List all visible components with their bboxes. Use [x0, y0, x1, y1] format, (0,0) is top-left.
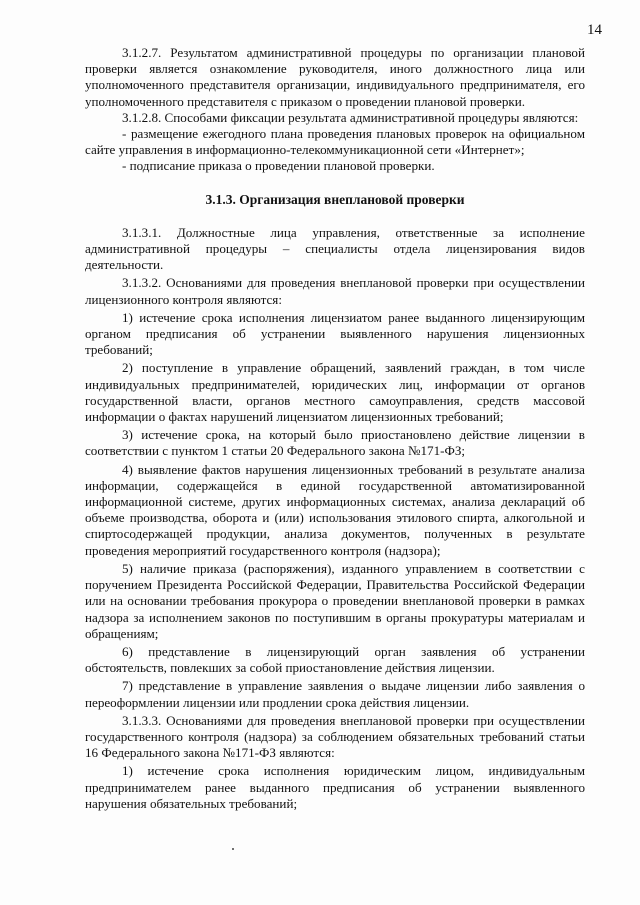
section-heading: 3.1.3. Организация внеплановой проверки — [205, 191, 465, 207]
list-item-1: 1) истечение срока исполнения лицензиатом ранее выданного лицензирующим органом предписания об устранении выявленного нарушения лицензионных требований; — [85, 309, 585, 358]
paragraph-3-1-2-7: 3.1.2.7. Результатом административной процедуры по организации плановой проверки является ознакомление руководителя, иного должностного лица или уполномоченного представителя организации, индивидуального предпринимателя, его уполномоченного представителя с приказом о проведении плановой проверки. — [85, 45, 585, 109]
list-item-5: 5) наличие приказа (распоряжения), изданного управлением в соответствии с поручением Президента Российской Федерации, Правительства Российской Федерации или на основании требования прокурора о проведении внеплановой проверки в рамках надзора за исполнением законов по поступившим в органы прокуратуры материалам и обращениям; — [85, 560, 585, 641]
paragraph-3-1-3-2: 3.1.3.2. Основаниями для проведения внеплановой проверки при осуществлении лицензионного контроля являются: — [85, 275, 585, 307]
list-item-plan-publication: - размещение ежегодного плана проведения плановых проверок на официальном сайте управления в информационно-телекоммуникационной сети «Интернет»; — [85, 126, 585, 158]
list-item-4: 4) выявление фактов нарушения лицензионных требований в результате анализа информации, содержащейся в единой государственной автоматизированной информационной системе, других информационных системах, анализа деклараций об объеме производства, оборота и (или) использования этилового спирта, алкогольной и спиртосодержащей продукции, анализа документов, полученных в результате проведения мероприятий государственного контроля (надзора); — [85, 461, 585, 558]
list-item-6: 6) представление в лицензирующий орган заявления об устранении обстоятельств, повлекших за собой приостановление действия лицензии. — [85, 643, 585, 676]
paragraph-3-1-3-1: 3.1.3.1. Должностные лица управления, ответственные за исполнение административной процедуры – специалисты отдела лицензирования видов деятельности. — [85, 224, 585, 273]
list-item-2: 2) поступление в управление обращений, заявлений граждан, в том числе индивидуальных предпринимателей, юридических лиц, информации от органов государственной власти, органов местного самоуправления, средств массовой информации о фактах нарушений лицензиатом лицензионных требований; — [85, 360, 585, 425]
paragraph-3-1-2-8: 3.1.2.8. Способами фиксации результата административной процедуры являются: — [122, 109, 579, 125]
list-item-order-signing: - подписание приказа о проведении плановой проверки. — [122, 158, 435, 174]
list-item-3: 3) истечение срока, на который было приостановлено действие лицензии в соответствии с пунктом 1 статьи 20 Федерального закона №171-ФЗ; — [85, 427, 585, 459]
page-number: 14 — [587, 22, 602, 38]
list-item-7: 7) представление в управление заявления о выдаче лицензии либо заявления о переоформлении лицензии или продлении срока действия лицензии. — [85, 678, 585, 710]
paragraph-3-1-3-3: 3.1.3.3. Основаниями для проведения внеплановой проверки при осуществлении государственного контроля (надзора) за соблюдением обязательных требований статьи 16 Федерального закона №171-ФЗ являются: — [85, 712, 585, 761]
document-body — [85, 45, 585, 812]
scan-speck — [232, 848, 234, 850]
list-item-3-1-3-3-1: 1) истечение срока исполнения юридическим лицом, индивидуальным предпринимателем ранее выданного предписания об устранении выявленного нарушения обязательных требований; — [85, 763, 585, 811]
